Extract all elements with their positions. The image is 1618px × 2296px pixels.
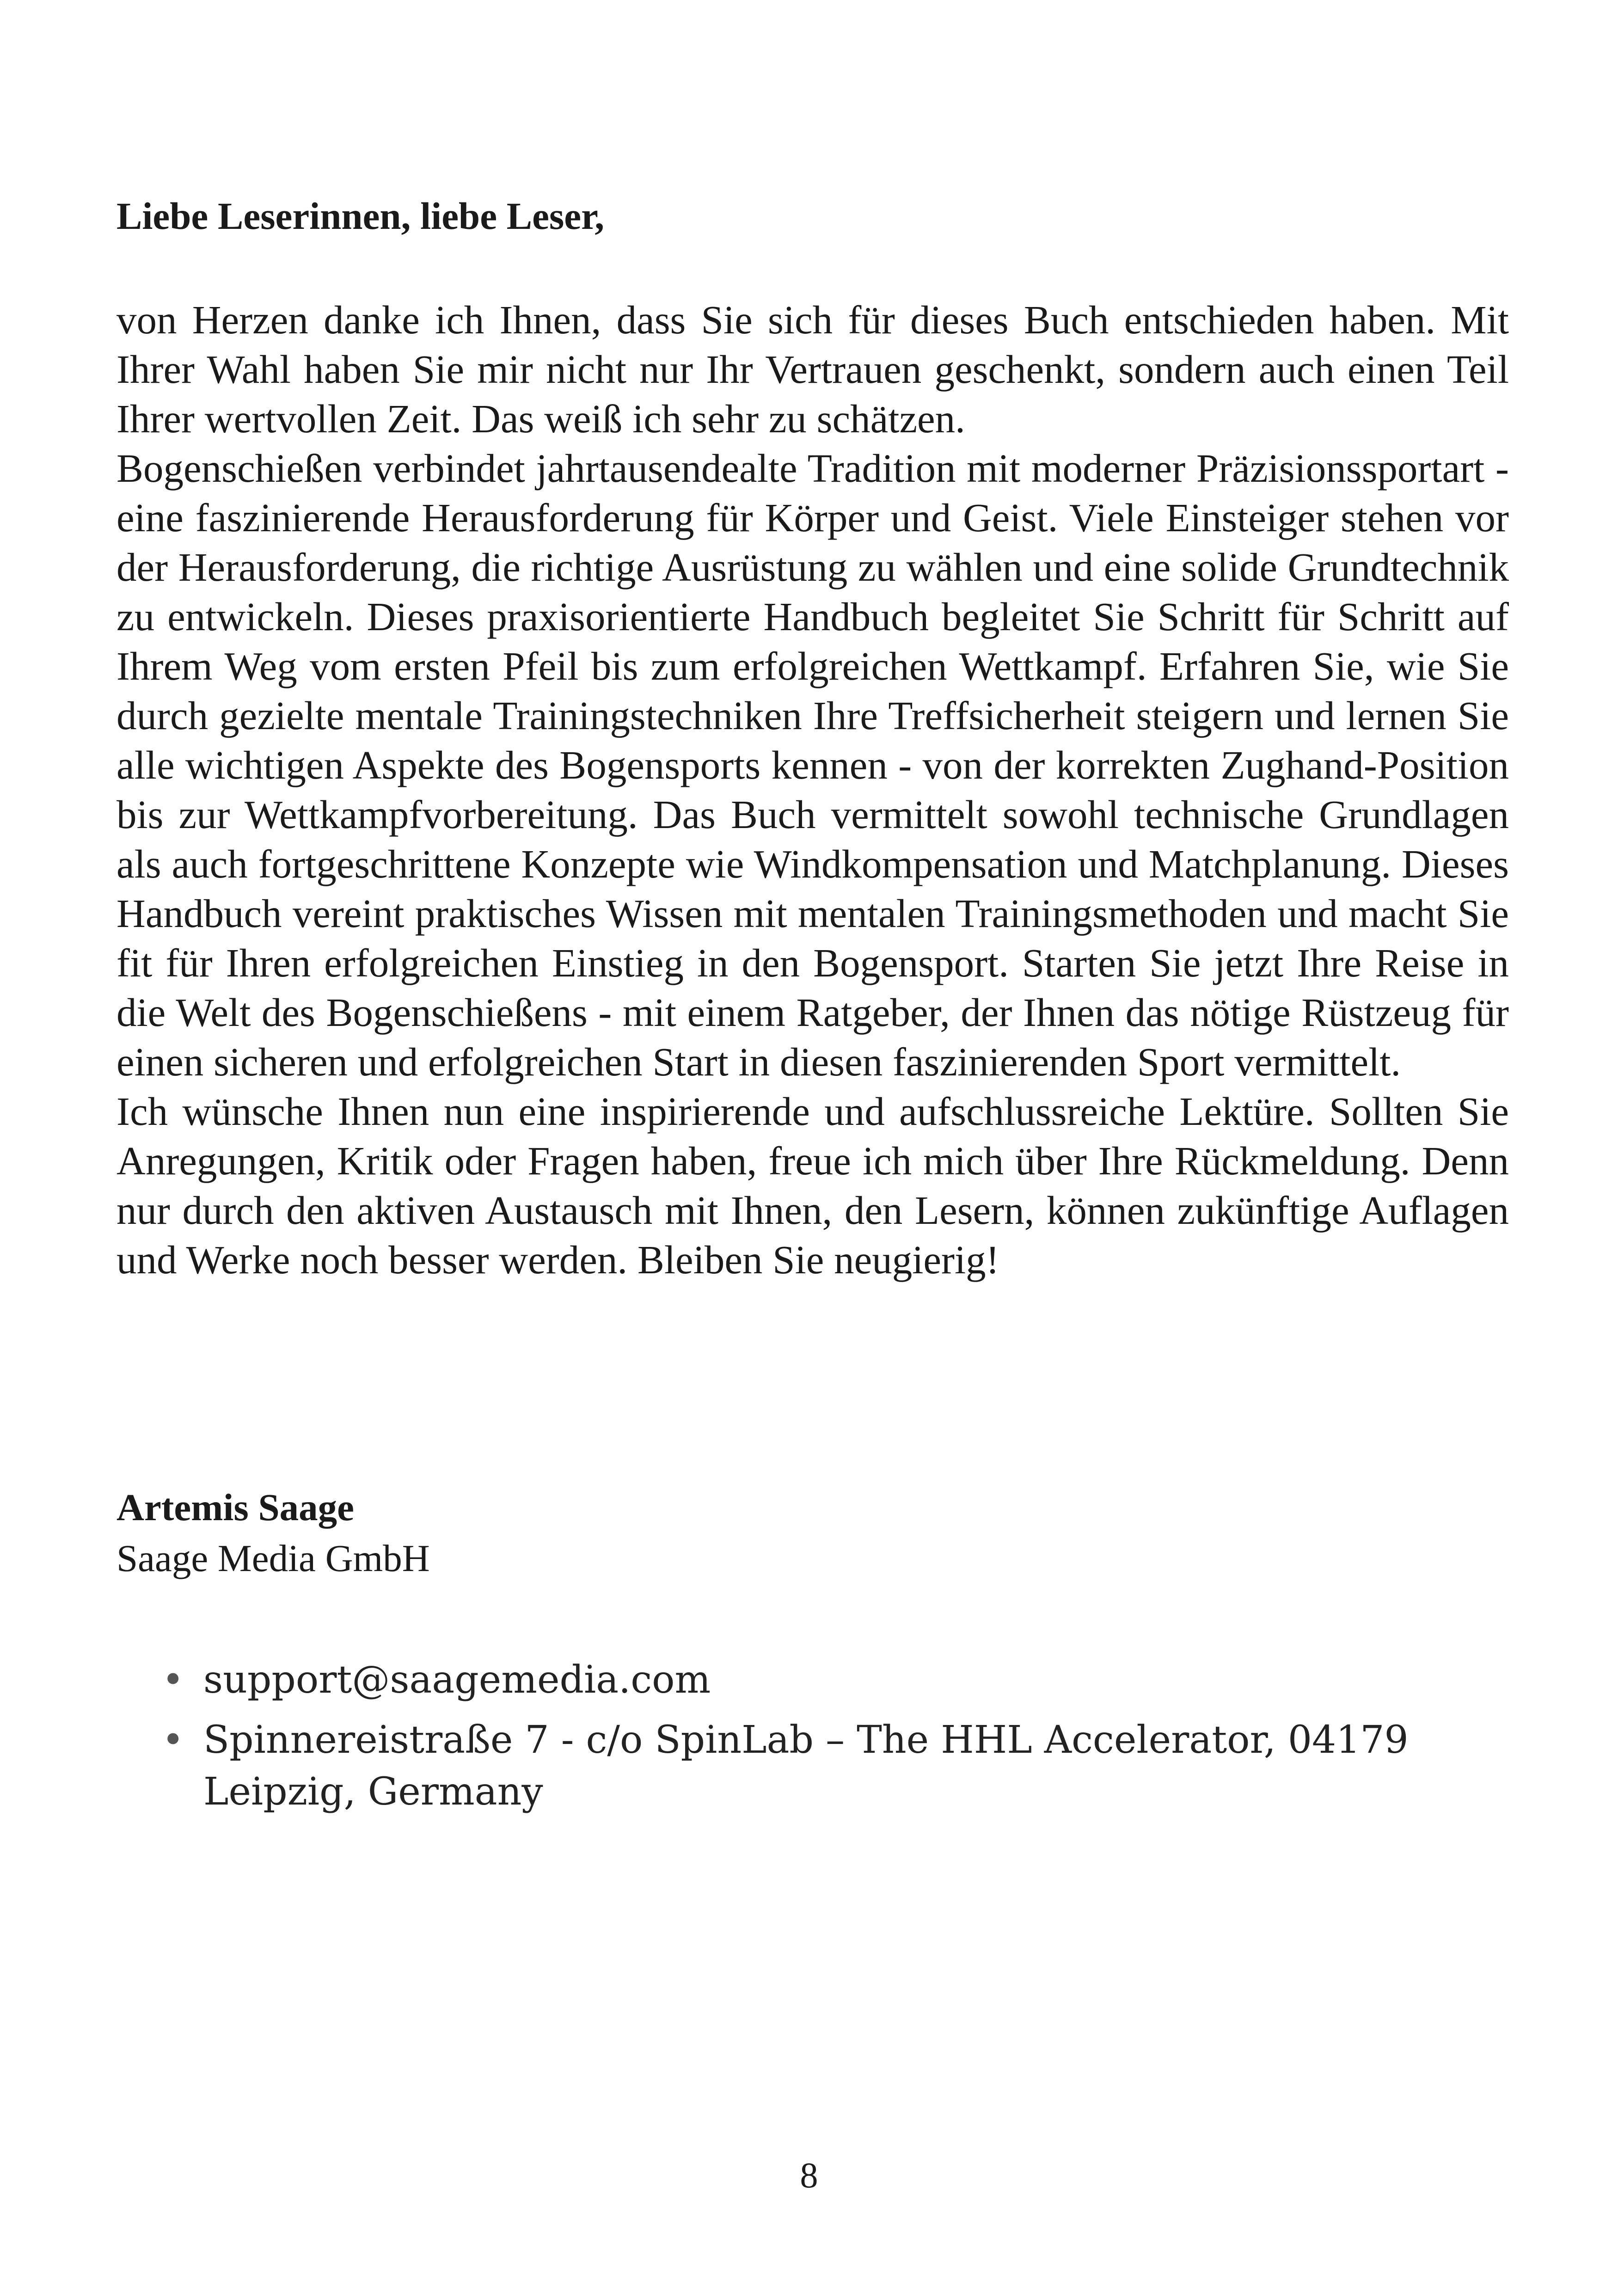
company-name: Saage Media GmbH (116, 1537, 430, 1579)
letter-body (116, 295, 1509, 1284)
contact-address-item (157, 1714, 1498, 1818)
bullet-icon: • (162, 1658, 184, 1702)
contact-list (157, 1654, 1498, 1826)
contact-address: Spinnereistraße 7 - c/o SpinLab – The HHL Accelerator, 04179 Leipzig, Germany (203, 1718, 1409, 1814)
contact-email-item (157, 1654, 1498, 1706)
bullet-icon: • (162, 1718, 184, 1762)
salutation-heading: Liebe Leserinnen, liebe Leser, (116, 195, 605, 237)
paragraph-thanks: von Herzen danke ich Ihnen, dass Sie sich für dieses Buch entschieden haben. Mit Ihrer Wahl haben Sie mir nicht nur Ihr Vertrauen geschenkt, sondern auch einen Teil Ihrer wertvollen Zeit. Das weiß ich sehr zu schätzen. (116, 297, 1509, 441)
paragraph-closing: Ich wünsche Ihnen nun eine inspirierende und aufschlussreiche Lektüre. Sollten Sie Anregungen, Kritik oder Fragen haben, freue ich mich über Ihre Rückmeldung. Denn nur durch den aktiven Austausch mit Ihnen, den Lesern, können zukünftige Auflagen und Werke noch besser werden. Bleiben Sie neugierig! (116, 1089, 1509, 1282)
contact-email[interactable]: support@saagemedia.com (203, 1658, 711, 1702)
page-number: 8 (800, 2155, 818, 2195)
author-name: Artemis Saage (116, 1486, 355, 1529)
paragraph-book-description: Bogenschießen verbindet jahrtausendealte Tradition mit moderner Präzisionssportart - eine faszinierende Herausforderung für Körper und Geist. Viele Einsteiger stehen vor der Herausforderung, die richtige Ausrüstung zu wählen und eine solide Grundtechnik zu entwickeln. Dieses praxisorientierte Handbuch begleitet Sie Schritt für Schritt auf Ihrem Weg vom ersten Pfeil bis zum erfolgreichen Wettkampf. Erfahren Sie, wie Sie durch gezielte mentale Trainingstechniken Ihre Treffsicherheit steigern und lernen Sie alle wichtigen Aspekte des Bogensports kennen - von der korrekten Zughand-Position bis zur Wettkampfvorbereitung. Das Buch vermittelt sowohl technische Grundlagen als auch fortgeschrittene Konzepte wie Windkompensation und Matchplanung. Dieses Handbuch vereint praktisches Wissen mit mentalen Trainingsmethoden und macht Sie fit für Ihren erfolgreichen Einstieg in den Bogensport. Starten Sie jetzt Ihre Reise in die Welt des Bogenschießens - mit einem Ratgeber, der Ihnen das nötige Rüstzeug für einen sicheren und erfolgreichen Start in diesen faszinierenden Sport vermittelt. (116, 446, 1509, 1084)
signature-block (116, 1482, 430, 1584)
